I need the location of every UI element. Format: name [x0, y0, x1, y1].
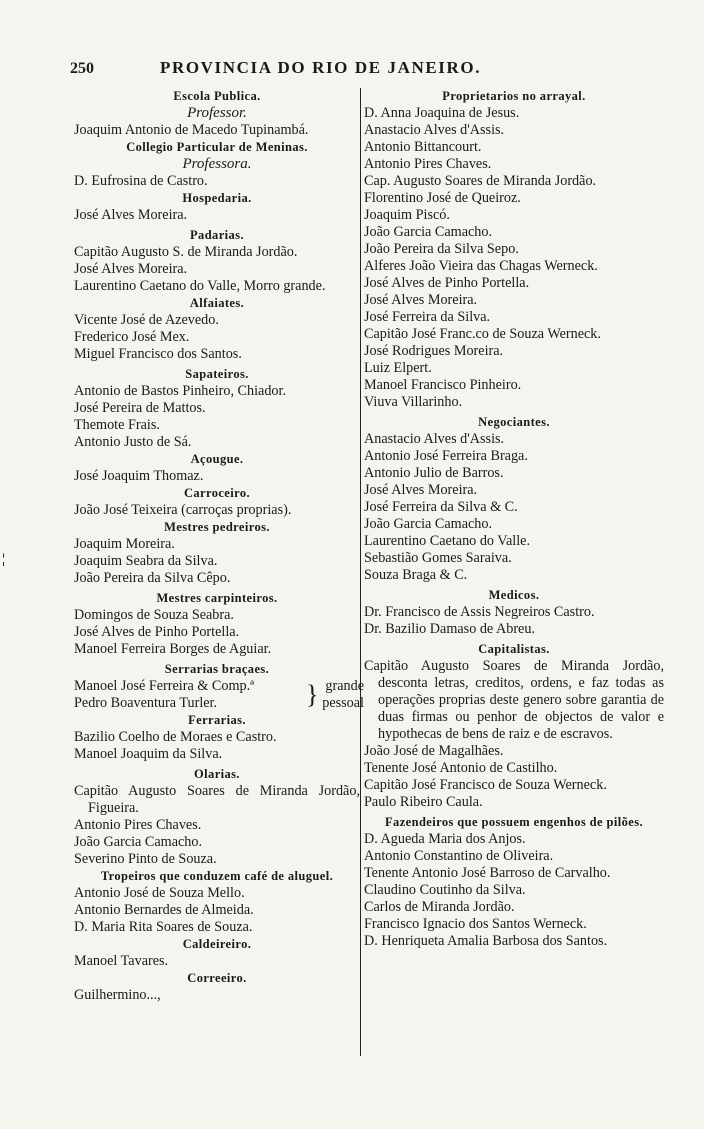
section-heading: Proprietarios no arrayal.	[442, 89, 586, 103]
right-column	[364, 88, 664, 950]
left-column	[74, 88, 364, 1004]
section-hospedaria	[74, 190, 360, 224]
list-item: Paulo Ribeiro Caula.	[364, 794, 483, 810]
section-heading: Collegio Particular de Meninas.	[126, 140, 308, 154]
list-item: Manoel Francisco Pinheiro.	[364, 377, 522, 393]
list-item: Antonio Bernardes de Almeida.	[74, 902, 254, 918]
section-fazendeiros	[364, 814, 664, 950]
list-item: Manoel Ferreira Borges de Aguiar.	[74, 641, 272, 657]
list-item: José Rodrigues Moreira.	[364, 343, 504, 359]
brace-icon: }	[306, 680, 319, 709]
list-item: Joaquim Seabra da Silva.	[74, 553, 218, 569]
list-item: Alferes João Vieira das Chagas Werneck.	[364, 258, 598, 274]
list-item: Antonio Justo de Sá.	[74, 434, 192, 450]
section-acougue	[74, 451, 360, 485]
list-item: João Garcia Camacho.	[364, 516, 493, 532]
list-item: Domingos de Souza Seabra.	[74, 607, 234, 623]
list-item: José Pereira de Mattos.	[74, 400, 206, 416]
section-correeiro	[74, 970, 360, 1004]
section-heading: Tropeiros que conduzem café de aluguel.	[100, 869, 334, 883]
page-header	[70, 58, 670, 84]
margin-mark: ¦	[2, 552, 6, 567]
section-heading: Açougue.	[190, 452, 244, 466]
section-heading: Mestres pedreiros.	[164, 520, 270, 534]
list-item: Tenente José Antonio de Castilho.	[364, 760, 558, 776]
list-item: Luiz Elpert.	[364, 360, 432, 376]
list-item: Florentino José de Queiroz.	[364, 190, 521, 206]
list-item: José Ferreira da Silva.	[364, 309, 491, 325]
list-item: Vicente José de Azevedo.	[74, 312, 219, 328]
section-caldeireiro	[74, 936, 360, 970]
section-heading: Olarias.	[194, 767, 240, 781]
list-item: Joaquim Piscó.	[364, 207, 450, 223]
list-item: Antonio de Bastos Pinheiro, Chiador.	[74, 383, 287, 399]
column-divider	[360, 88, 361, 1056]
list-item: João José de Magalhães.	[364, 743, 504, 759]
section-pedreiros	[74, 519, 360, 587]
list-item: Antonio Pires Chaves.	[364, 156, 492, 172]
section-heading: Correeiro.	[187, 971, 247, 985]
list-item: Claudino Coutinho da Silva.	[364, 882, 526, 898]
section-heading: Serrarias braçaes.	[164, 662, 270, 676]
page-number: 250	[70, 60, 94, 77]
serrarias-note-1: grande	[325, 678, 364, 694]
section-sapateiros	[74, 366, 360, 451]
list-item: Antonio Pires Chaves.	[74, 817, 202, 833]
list-item: Dr. Francisco de Assis Negreiros Castro.	[364, 604, 595, 620]
section-negociantes	[364, 414, 664, 584]
list-item: José Alves de Pinho Portella.	[364, 275, 530, 291]
section-olarias	[74, 766, 360, 868]
list-item: Capitão José Francisco de Souza Werneck.	[364, 777, 607, 793]
list-item: Themote Frais.	[74, 417, 160, 433]
section-escola	[74, 88, 360, 139]
list-item: Laurentino Caetano do Valle.	[364, 533, 530, 549]
list-item: Capitão Augusto S. de Miranda Jordão.	[74, 244, 298, 260]
section-serrarias	[74, 661, 364, 712]
list-item: João José Teixeira (carroças proprias).	[74, 502, 292, 518]
section-heading: Capitalistas.	[478, 642, 550, 656]
section-heading: Carroceiro.	[183, 486, 251, 500]
list-item: Manoel José Ferreira & Comp.ª	[74, 678, 255, 694]
list-item: D. Agueda Maria dos Anjos.	[364, 831, 526, 847]
list-item: Laurentino Caetano do Valle, Morro grande.	[74, 278, 326, 294]
list-item: Anastacio Alves d'Assis.	[364, 122, 505, 138]
section-alfaiates	[74, 295, 360, 363]
list-item: D. Anna Joaquina de Jesus.	[364, 105, 520, 121]
list-item: Pedro Boaventura Turler.	[74, 695, 218, 711]
section-tropeiros	[74, 868, 360, 936]
list-item: Bazilio Coelho de Moraes e Castro.	[74, 729, 277, 745]
list-item: Manoel Joaquim da Silva.	[74, 746, 223, 762]
list-item: Carlos de Miranda Jordão.	[364, 899, 515, 915]
section-collegio	[74, 139, 360, 190]
list-item: Miguel Francisco dos Santos.	[74, 346, 242, 362]
list-item: Capitão Augusto Soares de Miranda Jordão, Figueira.	[74, 783, 360, 816]
section-heading: Alfaiates.	[189, 296, 245, 310]
list-item: D. Eufrosina de Castro.	[74, 173, 208, 189]
section-heading: Sapateiros.	[185, 367, 249, 381]
section-heading: Negociantes.	[478, 415, 550, 429]
list-item: José Alves de Pinho Portella.	[74, 624, 240, 640]
serrarias-group	[74, 678, 364, 712]
list-item: Antonio Constantino de Oliveira.	[364, 848, 554, 864]
list-item: Francisco Ignacio dos Santos Werneck.	[364, 916, 587, 932]
list-item: Dr. Bazilio Damaso de Abreu.	[364, 621, 535, 637]
list-item: Capitão José Franc.co de Souza Werneck.	[364, 326, 601, 342]
list-item: Guilhermino...,	[74, 987, 161, 1003]
section-role: Professor.	[187, 105, 247, 121]
section-role: Professora.	[182, 156, 252, 172]
list-item: José Ferreira da Silva & C.	[364, 499, 518, 515]
list-item: José Alves Moreira.	[364, 292, 478, 308]
section-medicos	[364, 587, 664, 638]
list-item: João Garcia Camacho.	[74, 834, 203, 850]
serrarias-note-2: pessoal	[322, 695, 364, 711]
list-item: Frederico José Mex.	[74, 329, 190, 345]
list-item: Antonio José Ferreira Braga.	[364, 448, 528, 464]
section-heading: Caldeireiro.	[182, 937, 252, 951]
list-item: João Garcia Camacho.	[364, 224, 493, 240]
list-item: Joaquim Moreira.	[74, 536, 175, 552]
section-carroceiro	[74, 485, 360, 519]
list-item: D. Maria Rita Soares de Souza.	[74, 919, 253, 935]
list-item: José Alves Moreira.	[364, 482, 478, 498]
list-item: José Joaquim Thomaz.	[74, 468, 204, 484]
list-item: João Pereira da Silva Sepo.	[364, 241, 519, 257]
list-item: Antonio Julio de Barros.	[364, 465, 504, 481]
section-ferrarias	[74, 712, 360, 763]
section-carpinteiros	[74, 590, 360, 658]
list-item: Tenente Antonio José Barroso de Carvalho.	[364, 865, 611, 881]
section-heading: Mestres carpinteiros.	[156, 591, 278, 605]
list-item: Viuva Villarinho.	[364, 394, 463, 410]
list-item: Manoel Tavares.	[74, 953, 169, 969]
page-title: PROVINCIA DO RIO DE JANEIRO.	[160, 58, 482, 77]
section-padarias	[74, 227, 360, 295]
section-heading: Ferrarias.	[188, 713, 246, 727]
list-item: D. Henriqueta Amalia Barbosa dos Santos.	[364, 933, 608, 949]
section-capitalistas	[364, 641, 664, 811]
section-proprietarios	[364, 88, 664, 411]
list-item: José Alves Moreira.	[74, 207, 188, 223]
list-item: Antonio José de Souza Mello.	[74, 885, 245, 901]
list-item: Joaquim Antonio de Macedo Tupinambá.	[74, 122, 309, 138]
section-heading: Fazendeiros que possuem engenhos de pilões.	[385, 815, 643, 829]
list-item: Capitão Augusto Soares de Miranda Jordão, desconta letras, creditos, ordens, e faz todas as operações proprias deste genero sobre garantia de duas firmas ou penhor de objectos de valor e hypothecas de bens de raiz e de escravos.	[364, 658, 664, 742]
list-item: Sebastião Gomes Saraiva.	[364, 550, 512, 566]
section-heading: Escola Publica.	[173, 89, 261, 103]
list-item: Souza Braga & C.	[364, 567, 468, 583]
section-heading: Hospedaria.	[182, 191, 252, 205]
list-item: Cap. Augusto Soares de Miranda Jordão.	[364, 173, 597, 189]
section-heading: Medicos.	[488, 588, 540, 602]
section-heading: Padarias.	[190, 228, 244, 242]
list-item: José Alves Moreira.	[74, 261, 188, 277]
list-item: Anastacio Alves d'Assis.	[364, 431, 505, 447]
list-item: Antonio Bittancourt.	[364, 139, 482, 155]
list-item: João Pereira da Silva Cêpo.	[74, 570, 231, 586]
list-item: Severino Pinto de Souza.	[74, 851, 217, 867]
